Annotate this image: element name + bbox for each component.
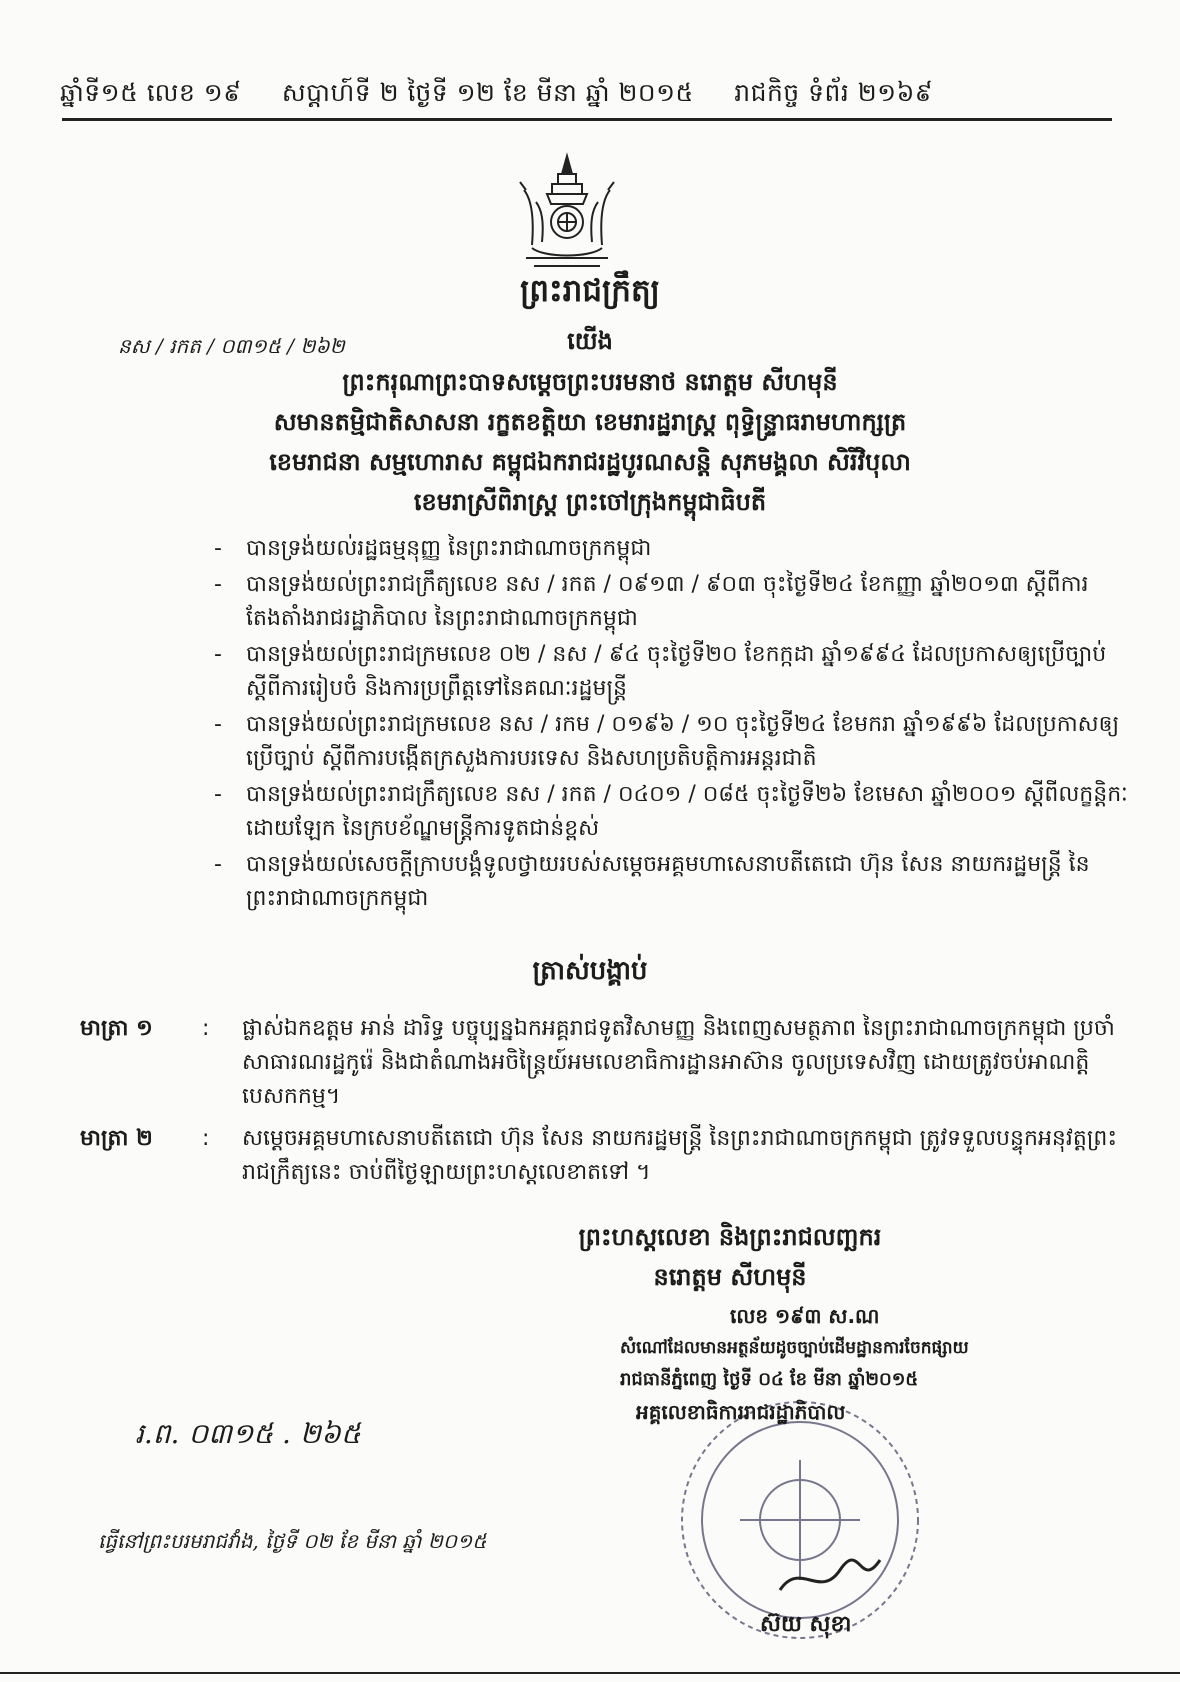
gazette-year-issue: ឆ្នាំទី១៥ លេខ ១៩ — [60, 78, 242, 107]
gazette-page: រាជកិច្ច ទំព័រ ២១៦៩ — [734, 78, 933, 107]
consideration-item: - បានទ្រង់យល់រដ្ឋធម្មនុញ្ញ នៃព្រះរាជាណាចក្រកម្ពុជា — [214, 532, 1134, 566]
considerations-list — [214, 532, 1134, 918]
king-title-line: ខេមរាជនា សម្មហោរាស គម្ពុជឯករាជរដ្ឋបូរណសន្តិ សុភមង្គលា សិរីវិបុលា — [269, 448, 911, 476]
consideration-item: - បានទ្រង់យល់សេចក្តីក្រាបបង្គំទូលថ្វាយរបស់សម្តេចអគ្គមហាសេនាបតីតេជោ ហ៊ុន សែន នាយករដ្ឋមន្ត្រី នៃព្រះរាជាណាចក្រកម្ពុជា — [214, 848, 1134, 916]
bottom-rule — [0, 1672, 1180, 1674]
article-colon: : — [202, 1126, 210, 1151]
decree-reference-number: នស / រកត / ០៣១៥ / ២៦២ — [118, 334, 345, 358]
place-and-date: ធ្វើនៅព្រះបរមរាជវាំង, ថ្ងៃទី ០២ ខែ មីនា ឆ្នាំ ២០១៥ — [98, 1529, 487, 1553]
signature-name: នរោត្តម សីហមុនី — [653, 1263, 807, 1291]
stamp-number: លេខ ១៩៣ ស.ណ — [730, 1304, 880, 1328]
decree-heading: ត្រាស់បង្គាប់ — [532, 956, 648, 986]
article-1 — [80, 1012, 1130, 1114]
article-label: មាត្រា ២ — [80, 1126, 153, 1151]
article-2 — [80, 1122, 1130, 1190]
stamp-annotation — [620, 1300, 1040, 1428]
consideration-item: - បានទ្រង់យល់ព្រះរាជក្រឹត្យលេខ នស / រកត / ០៩១៣ / ៩០៣ ចុះថ្ងៃទី២៤ ខែកញ្ញា ឆ្នាំ២០១៣ ស្តីពីការតែងតាំងរាជរដ្ឋាភិបាល នៃព្រះរាជាណាចក្រកម្ពុជា — [214, 568, 1134, 636]
decree-title: ព្រះរាជក្រឹត្យ — [520, 273, 660, 309]
consideration-item: - បានទ្រង់យល់ព្រះរាជក្រមលេខ ០២ / នស / ៩៤ ចុះថ្ងៃទី២០ ខែកក្កដា ឆ្នាំ១៩៩៤ ដែលប្រកាសឲ្យប្រើច្បាប់ ស្តីពីការរៀបចំ និងការប្រព្រឹត្តទៅនៃគណៈរដ្ឋមន្ត្រី — [214, 638, 1134, 706]
king-title-line: សមានតម្មិជាតិសាសនា រក្ខតខត្តិយា ខេមរារដ្ឋរាស្ត្រ ពុទ្ធិន្ទ្រាធរាមហាក្សត្រ — [273, 408, 907, 436]
consideration-item: - បានទ្រង់យល់ព្រះរាជក្រឹត្យលេខ នស / រកត / ០៤០១ / ០៨៥ ចុះថ្ងៃទី២៦ ខែមេសា ឆ្នាំ២០០១ ស្តីពីលក្ខន្តិកៈដោយឡែក នៃក្របខ័ណ្ឌមន្ត្រីការទូតជាន់ខ្ពស់ — [214, 778, 1134, 846]
consideration-item: - បានទ្រង់យល់ព្រះរាជក្រមលេខ នស / រកម / ០១៩៦ / ១០ ចុះថ្ងៃទី២៤ ខែមករា ឆ្នាំ១៩៩៦ ដែលប្រកាសឲ្យប្រើច្បាប់ ស្តីពីការបង្កើតក្រសួងការបរទេស និងសហប្រតិបត្តិការអន្តរជាតិ — [214, 708, 1134, 776]
header-rule — [62, 118, 1112, 121]
handwritten-reference: រ.ព. ០៣១៥ . ២៦៥ — [135, 1417, 361, 1450]
king-title-line: ព្រះករុណាព្រះបាទសម្តេចព្រះបរមនាថ នរោត្តម សីហមុនី — [342, 368, 838, 396]
article-text: សម្តេចអគ្គមហាសេនាបតីតេជោ ហ៊ុន សែន នាយករដ្ឋមន្ត្រី នៃព្រះរាជាណាចក្រកម្ពុជា ត្រូវទទួលបន្ទុកអនុវត្តព្រះរាជក្រឹត្យនេះ ចាប់ពីថ្ងៃឡាយព្រះហស្តលេខាតទៅ ។ — [242, 1126, 1118, 1185]
stamp-office: អគ្គលេខាធិការរាជរដ្ឋាភិបាល — [636, 1400, 846, 1424]
gazette-header — [60, 78, 965, 114]
gazette-week-date: សប្តាហ៍ទី ២ ថ្ងៃទី ១២ ខែ មីនា ឆ្នាំ ២០១៥ — [281, 78, 694, 107]
article-colon: : — [202, 1016, 210, 1041]
signature-title: ព្រះហស្តលេខា និងព្រះរាជលញ្ឆករ — [578, 1223, 882, 1251]
royal-crest-icon — [512, 152, 622, 272]
stamp-date: រាជធានីភ្នំពេញ ថ្ងៃទី ០៤ ខែ មីនា ឆ្នាំ២០១៥ — [620, 1369, 919, 1390]
article-label: មាត្រា ១ — [80, 1016, 153, 1041]
stamp-signatory: ស៊យ សុខា — [760, 1612, 852, 1637]
we-heading: យើង — [567, 327, 613, 355]
stamp-certification: សំណៅដែលមានអត្ថន័យដូចច្បាប់ដើមដ្ឋានការចែកផ្សាយ — [620, 1338, 969, 1358]
king-title-block — [0, 362, 1180, 522]
king-title-line: ខេមរាស្រីពិរាស្ត្រ ព្រះចៅក្រុងកម្ពុជាធិបតី — [413, 488, 767, 516]
article-text: ផ្លាស់ឯកឧត្តម អាន់ ដារិទ្ធ បច្ចុប្បន្នឯកអគ្គរាជទូតវិសាមញ្ញ និងពេញសមត្ថភាព នៃព្រះរាជាណាចក្រកម្ពុជា ប្រចាំសាធារណរដ្ឋកូរ៉េ និងជាតំណាងអចិន្ត្រៃយ៍អមលេខាធិការដ្ឋានអាស៊ាន ចូលប្រទេសវិញ ដោយត្រូវចប់អាណត្តិបេសកកម្ម។ — [242, 1016, 1115, 1109]
